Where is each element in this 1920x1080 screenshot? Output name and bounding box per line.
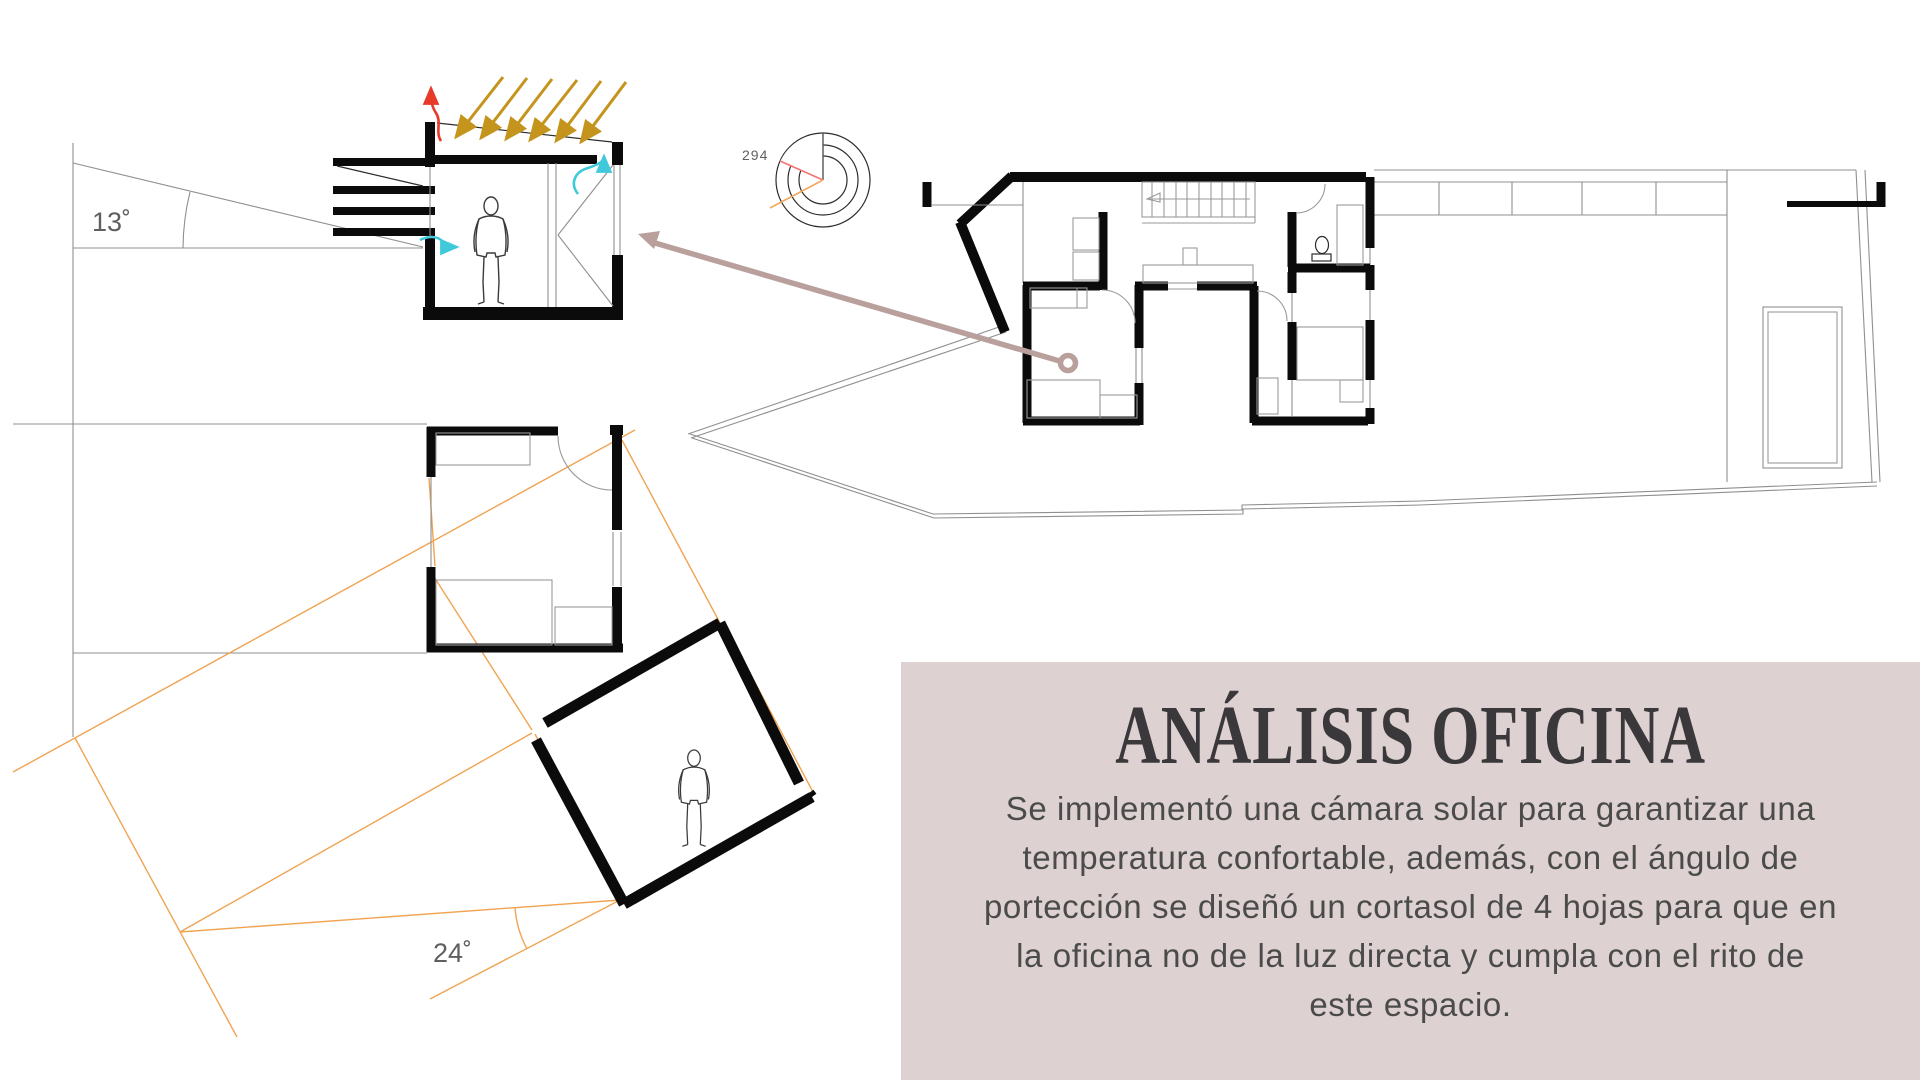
infobox-line: la oficina no de la luz directa y cumpla con el rito de — [1016, 937, 1805, 974]
compass-bearing-label: 294 — [742, 147, 769, 163]
sun-angle-label-13: 13˚ — [92, 207, 132, 237]
louver-blades — [333, 158, 435, 236]
sun-path-lines — [13, 430, 814, 1037]
sun-angle-label-24: 24˚ — [433, 938, 473, 968]
site-boundary — [688, 170, 1883, 518]
toilet-icon — [1316, 237, 1329, 254]
rotated-room-drawing — [536, 623, 812, 904]
office-section-drawing — [333, 122, 623, 320]
sun-rays — [456, 77, 626, 142]
pool — [1763, 307, 1842, 468]
infobox-line: portección se diseñó un cortasol de 4 hojas para que en — [983, 888, 1838, 925]
solar-compass — [770, 133, 870, 227]
person-figure-section — [474, 197, 508, 304]
bathroom — [1288, 184, 1370, 268]
courtyard — [1135, 248, 1257, 423]
roof-slab — [435, 155, 597, 164]
callout-arrow — [638, 231, 1076, 371]
bedroom-plan-drawing — [427, 425, 623, 652]
floor-plan — [927, 176, 1370, 425]
stairs — [1142, 182, 1255, 223]
infobox-body — [901, 784, 1920, 1029]
airflow-arrow-icons — [420, 156, 604, 247]
infobox-line: Se implementó una cámara solar para garantizar una — [1005, 790, 1816, 827]
bedroom-right — [1252, 272, 1368, 421]
infobox-line: este espacio. — [1309, 986, 1512, 1023]
analysis-infobox — [901, 662, 1920, 1080]
callout-origin-marker — [1061, 356, 1076, 371]
infobox-title: ANÁLISIS OFICINA — [1115, 689, 1706, 782]
person-figure-plan — [679, 750, 710, 846]
floor-slab — [423, 307, 623, 320]
infobox-line: temperatura confortable, además, con el ángulo de — [1022, 839, 1799, 876]
